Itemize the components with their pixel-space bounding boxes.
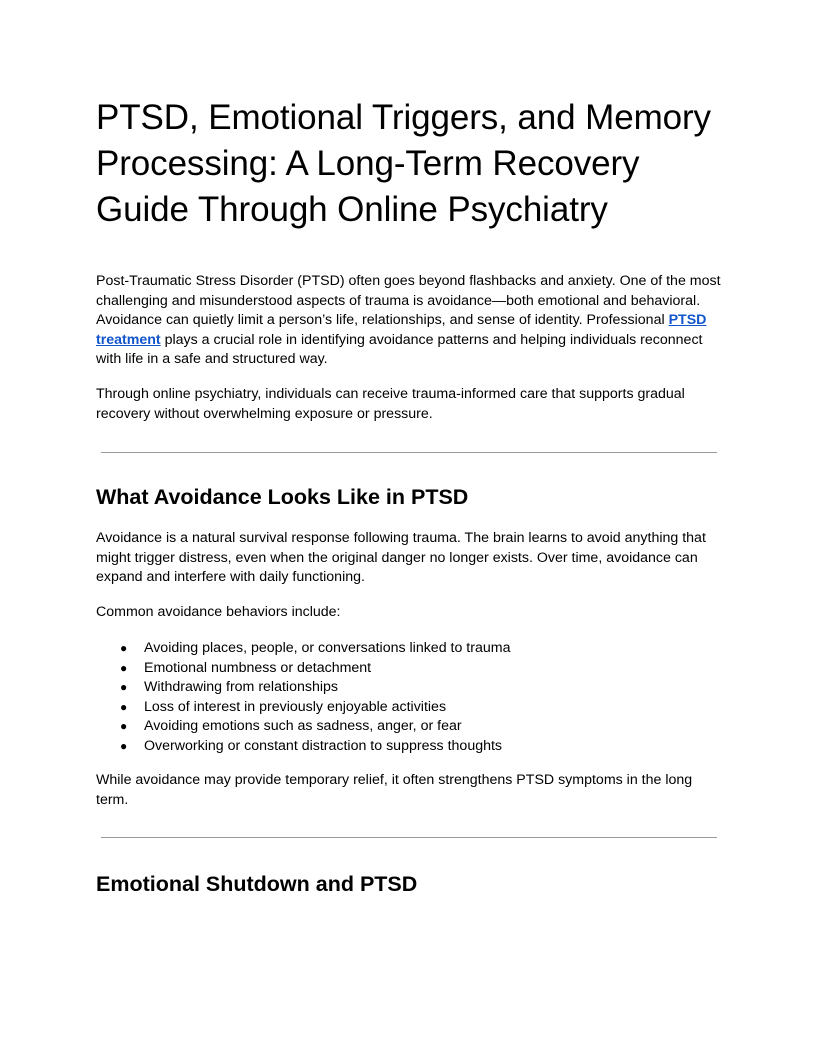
- bullet-icon: ●: [120, 641, 128, 655]
- section-divider: [101, 837, 717, 838]
- bullet-icon: ●: [120, 738, 128, 753]
- list-item: ● Withdrawing from relationships: [96, 678, 722, 698]
- list-item: ● Loss of interest in previously enjoyable activities: [96, 698, 722, 718]
- list-intro: Common avoidance behaviors include:: [96, 604, 341, 620]
- intro-text-before-link: Post-Traumatic Stress Disorder (PTSD) often goes beyond flashbacks and anxiety. One of the most challenging and misunderstood aspects of trauma is avoidance—both emotional and behavioral. Avoidance can quietly limit a person’s life, relationships, and sense of identity. Professional: [96, 273, 721, 328]
- section-heading-emotional-shutdown: Emotional Shutdown and PTSD: [96, 872, 418, 896]
- section-divider: [101, 452, 717, 453]
- list-item: ● Emotional numbness or detachment: [96, 659, 722, 679]
- intro-paragraph-2: Through online psychiatry, individuals can receive trauma-informed care that supports gradual recovery without overwhelming exposure or pressure.: [96, 386, 685, 422]
- list-item: ● Avoiding places, people, or conversations linked to trauma: [96, 639, 722, 659]
- avoidance-closing-paragraph: While avoidance may provide temporary relief, it often strengthens PTSD symptoms in the long term.: [96, 772, 693, 808]
- intro-text-after-link: plays a crucial role in identifying avoidance patterns and helping individuals reconnect with life in a safe and structured way.: [96, 331, 703, 367]
- avoidance-paragraph: Avoidance is a natural survival response following trauma. The brain learns to avoid anything that might trigger distress, even when the original danger no longer exists. Over time, avoidance can expand and interfere with daily functioning.: [96, 530, 706, 585]
- bullet-icon: ●: [120, 699, 128, 714]
- avoidance-behaviors-list: [96, 639, 722, 756]
- bullet-icon: ●: [120, 719, 128, 733]
- bullet-icon: ●: [120, 680, 128, 694]
- list-item: ● Avoiding emotions such as sadness, anger, or fear: [96, 717, 722, 737]
- ptsd-treatment-link[interactable]: PTSD treatment: [96, 312, 707, 348]
- intro-paragraph-1: [96, 272, 722, 370]
- document-title: PTSD, Emotional Triggers, and Memory Processing: A Long-Term Recovery Guide Through Online Psychiatry: [96, 98, 711, 229]
- list-item: ● Overworking or constant distraction to suppress thoughts: [96, 737, 722, 757]
- section-heading-avoidance: What Avoidance Looks Like in PTSD: [96, 485, 469, 509]
- bullet-icon: ●: [120, 660, 128, 675]
